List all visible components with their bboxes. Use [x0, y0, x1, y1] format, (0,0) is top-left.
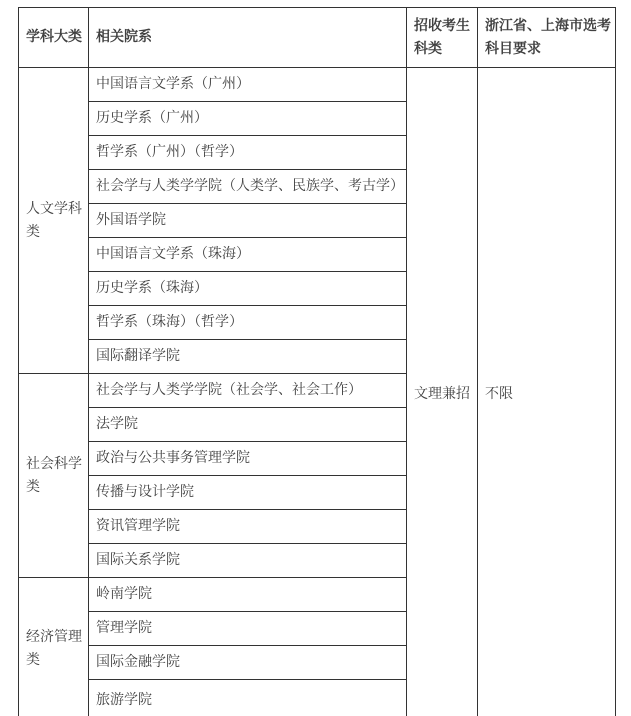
department-cell: 国际金融学院 [89, 646, 407, 680]
department-cell: 管理学院 [89, 612, 407, 646]
department-cell: 历史学系（珠海） [89, 272, 407, 306]
subject-requirement-cell: 不限 [478, 68, 616, 716]
department-cell: 中国语言文学系（广州） [89, 68, 407, 102]
table-row [19, 68, 616, 102]
department-cell: 旅游学院 [89, 680, 407, 716]
department-cell: 法学院 [89, 408, 407, 442]
admission-type-cell: 文理兼招 [407, 68, 478, 716]
department-cell: 哲学系（珠海）（哲学） [89, 306, 407, 340]
department-cell: 岭南学院 [89, 578, 407, 612]
header-category: 学科大类 [19, 8, 89, 68]
department-cell: 外国语学院 [89, 204, 407, 238]
header-admission-type: 招收考生科类 [407, 8, 478, 68]
department-cell: 政治与公共事务管理学院 [89, 442, 407, 476]
department-cell: 资讯管理学院 [89, 510, 407, 544]
category-cell-economics-management: 经济管理类 [19, 578, 89, 716]
header-subject-requirement: 浙江省、上海市选考科目要求 [478, 8, 616, 68]
category-cell-social-science: 社会科学类 [19, 374, 89, 578]
category-cell-humanities: 人文学科类 [19, 68, 89, 374]
department-cell: 历史学系（广州） [89, 102, 407, 136]
department-cell: 社会学与人类学学院（社会学、社会工作） [89, 374, 407, 408]
department-cell: 中国语言文学系（珠海） [89, 238, 407, 272]
department-cell: 社会学与人类学学院（人类学、民族学、考古学） [89, 170, 407, 204]
department-cell: 传播与设计学院 [89, 476, 407, 510]
department-cell: 哲学系（广州）（哲学） [89, 136, 407, 170]
header-departments: 相关院系 [89, 8, 407, 68]
header-row [19, 8, 616, 68]
admissions-table [18, 7, 616, 716]
department-cell: 国际关系学院 [89, 544, 407, 578]
department-cell: 国际翻译学院 [89, 340, 407, 374]
